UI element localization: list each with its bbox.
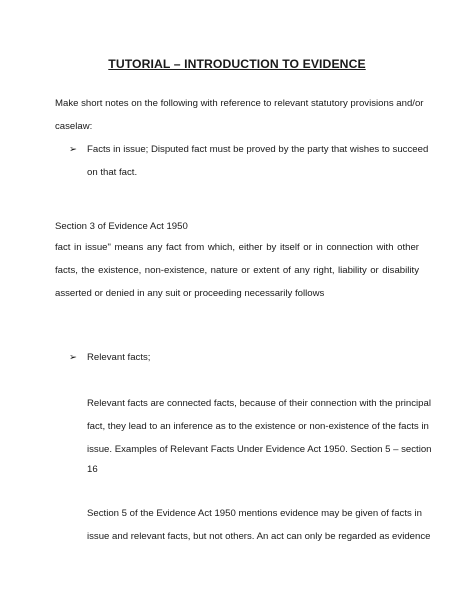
section5-text-line-1: Section 5 of the Evidence Act 1950 mentions evidence may be given of facts in: [87, 508, 422, 519]
section3-text-line-3: asserted or denied in any suit or proceeding necessarily follows: [55, 288, 325, 299]
relevant-facts-text-line-2: fact, they lead to an inference as to the existence or non-existence of the facts in: [87, 421, 429, 432]
bullet2-label: Relevant facts;: [87, 352, 151, 363]
bullet-arrow-icon: ➢: [69, 352, 78, 363]
intro-text-line-1: Make short notes on the following with reference to relevant statutory provisions and/or: [55, 98, 424, 109]
relevant-facts-text-line-4: 16: [87, 464, 98, 475]
intro-text-line-2: caselaw:: [55, 121, 93, 132]
bullet1-text-line-1: Facts in issue; Disputed fact must be proved by the party that wishes to succeed: [87, 144, 429, 155]
relevant-facts-text-line-3: issue. Examples of Relevant Facts Under Evidence Act 1950. Section 5 – section: [87, 444, 432, 455]
page-title: TUTORIAL – INTRODUCTION TO EVIDENCE: [108, 57, 366, 71]
bullet-arrow-icon: ➢: [69, 144, 78, 155]
relevant-facts-text-line-1: Relevant facts are connected facts, because of their connection with the principal: [87, 398, 431, 409]
section5-text-line-2: issue and relevant facts, but not others. An act can only be regarded as evidence: [87, 531, 431, 542]
section3-heading: Section 3 of Evidence Act 1950: [55, 221, 188, 232]
section3-text-line-1: fact in issue" means any fact from which, either by itself or in connection with other: [55, 242, 419, 253]
bullet1-text-line-2: on that fact.: [87, 167, 138, 178]
section3-text-line-2: facts, the existence, non-existence, nature or extent of any right, liability or disability: [55, 265, 419, 276]
